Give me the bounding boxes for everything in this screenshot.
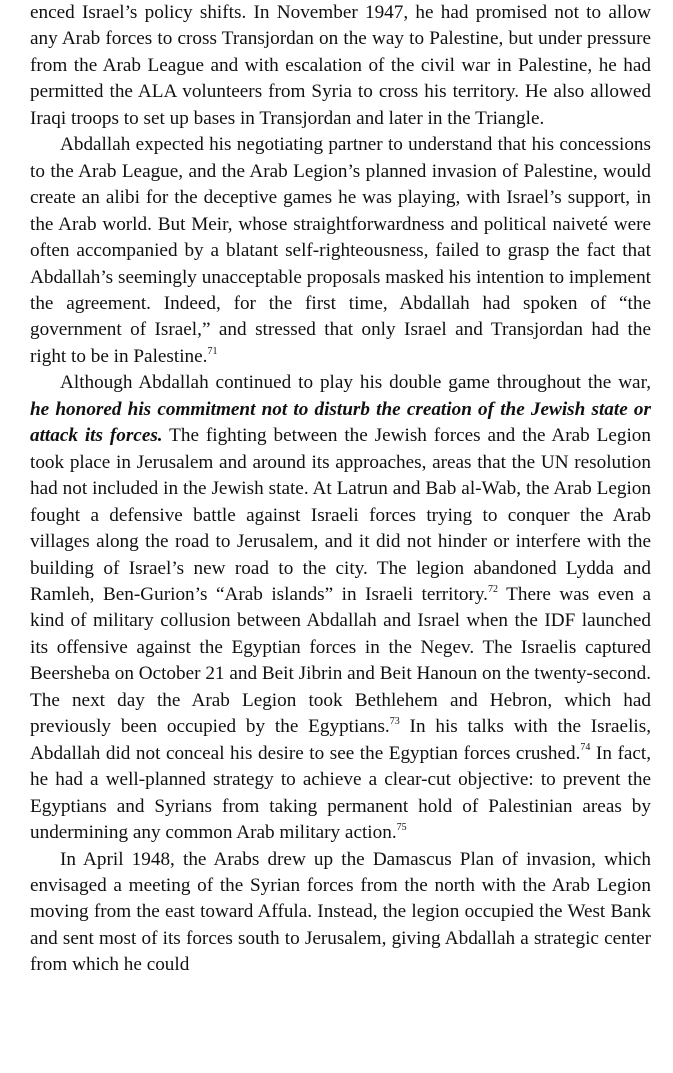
paragraph-text: In April 1948, the Arabs drew up the Damascus Plan of invasion, which envisaged a meeting of the Syrian forces from the north with the Arab Legion moving from the east toward Affula. Instead, the legion occupied the West Bank and sent most of its forces south to Jerusalem, giving Abdallah a strategic center from which he could [30, 848, 651, 976]
paragraph [30, 847, 651, 979]
paragraph-text: The fighting between the Jewish forces and the Arab Legion took place in Jerusalem and around its approaches, areas that the UN resolution had not included in the Jewish state. At Latrun and Bab al-Wab, the Arab Legion fought a defensive battle against Israeli forces trying to conquer the Arab villages along the road to Jerusalem, and it did not hinder or interfere with the building of Israel’s new road to the city. The legion abandoned Lydda and Ramleh, Ben-Gurion’s “Arab islands” in Israeli territory. [30, 425, 651, 605]
paragraph [30, 370, 651, 846]
paragraph [30, 0, 651, 132]
footnote-marker: 71 [207, 345, 218, 357]
paragraph-text: Although Abdallah continued to play his double game throughout the war, [60, 372, 651, 394]
paragraph-text: In fact, he had a well-planned strategy to achieve a clear-cut objective: to prevent the Egyptians and Syrians from taking permanent hold of Palestinian areas by undermining any common Arab military action. [30, 742, 651, 844]
footnote-marker: 75 [396, 821, 407, 833]
emphasized-text: he honored his commitment not to disturb the creation of the Jewish state or attack its forces. [30, 398, 651, 447]
paragraph [30, 132, 651, 370]
footnote-marker: 72 [487, 583, 498, 595]
paragraph-text: enced Israel’s policy shifts. In November 1947, he had promised not to allow any Arab forces to cross Transjordan on the way to Palestine, but under pressure from the Arab League and with escalation of the civil war in Palestine, he had permitted the ALA volunteers from Syria to cross his territory. He also allowed Iraqi troops to set up bases in Transjordan and later in the Triangle. [30, 2, 651, 129]
paragraph-text: In his talks with the Israelis, Abdallah did not conceal his desire to see the Egyptian forces crushed. [30, 716, 651, 764]
paragraph-text: There was even a kind of military collusion between Abdallah and Israel when the IDF launched its offensive against the Egyptian forces in the Negev. The Israelis captured Beersheba on October 21 and Beit Jibrin and Beit Hanoun on the twenty-second. The next day the Arab Legion took Bethlehem and Hebron, which had previously been occupied by the Egyptians. [30, 583, 652, 738]
paragraph-text: Abdallah expected his negotiating partner to understand that his concessions to the Arab League, and the Arab Legion’s planned invasion of Palestine, would create an alibi for the deceptive games he was playing, with Israel’s support, in the Arab world. But Meir, whose straightforwardness and political naiveté were often accompanied by a blatant self-righteousness, failed to grasp the fact that Abdallah’s seemingly unacceptable proposals masked his intention to implement the agreement. Indeed, for the first time, Abdallah had spoken of “the government of Israel,” and stressed that only Israel and Transjordan had the right to be in Palestine. [30, 134, 651, 367]
footnote-marker: 73 [389, 715, 400, 727]
book-page-text [30, 0, 651, 979]
footnote-marker: 74 [580, 742, 591, 754]
